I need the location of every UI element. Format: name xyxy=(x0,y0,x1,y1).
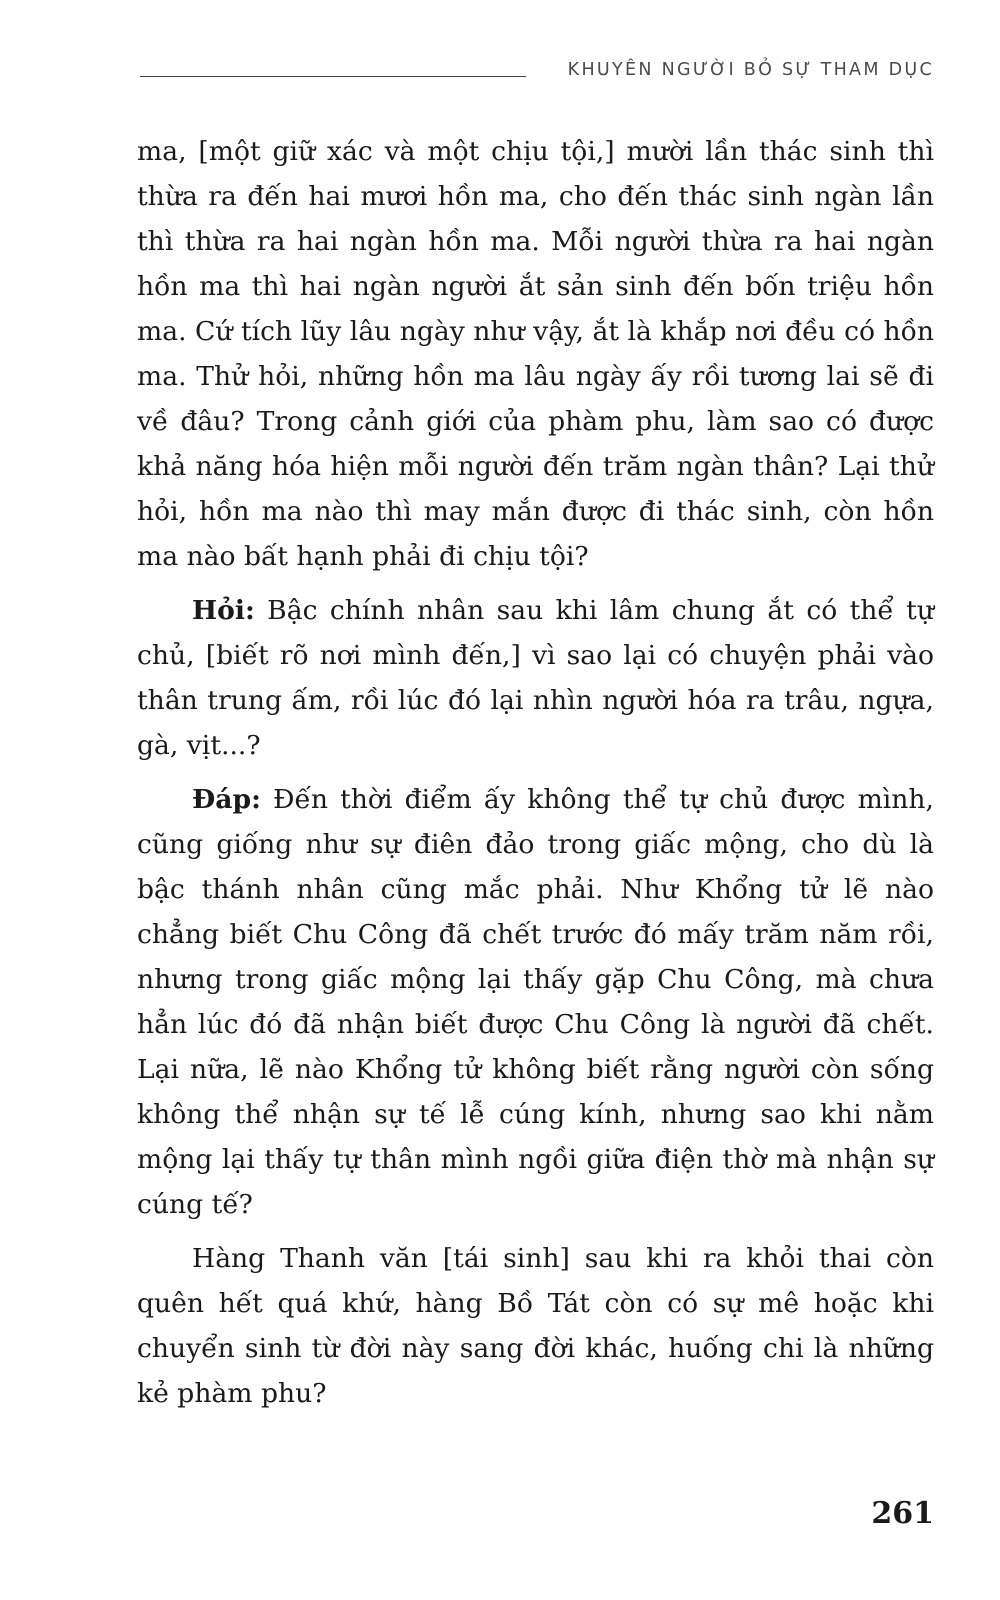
running-header xyxy=(140,60,934,84)
answer-text: Đến thời điểm ấy không thể tự chủ được mình, cũng giống như sự điên đảo trong giấc mộng, cho dù là bậc thánh nhân cũng mắc phải. Như Khổng tử lẽ nào chẳng biết Chu Công đã chết trước đó mấy trăm năm rồi, nhưng trong giấc mộng lại thấy gặp Chu Công, mà chưa hẳn lúc đó đã nhận biết được Chu Công là người đã chết. Lại nữa, lẽ nào Khổng tử không biết rằng người còn sống không thể nhận sự tế lễ cúng kính, nhưng sao khi nằm mộng lại thấy tự thân mình ngồi giữa điện thờ mà nhận sự cúng tế? xyxy=(137,784,934,1220)
page-body xyxy=(137,129,934,1416)
question-label: Hỏi: xyxy=(192,595,255,626)
paragraph-closing: Hàng Thanh văn [tái sinh] sau khi ra khỏi thai còn quên hết quá khứ, hàng Bồ Tát còn có sự mê hoặc khi chuyển sinh từ đời này sang đời khác, huống chi là những kẻ phàm phu? xyxy=(137,1243,934,1409)
header-rule xyxy=(140,76,526,77)
question-text: Bậc chính nhân sau khi lâm chung ắt có thể tự chủ, [biết rõ nơi mình đến,] vì sao lại có chuyện phải vào thân trung ấm, rồi lúc đó lại nhìn người hóa ra trâu, ngựa, gà, vịt...? xyxy=(137,595,934,761)
page-number: 261 xyxy=(871,1496,934,1531)
paragraph-question xyxy=(137,588,934,768)
paragraph-continuation: ma, [một giữ xác và một chịu tội,] mười lần thác sinh thì thừa ra đến hai mươi hồn ma, cho đến thác sinh ngàn lần thì thừa ra hai ngàn hồn ma. Mỗi người thừa ra hai ngàn hồn ma thì hai ngàn người ắt sản sinh đến bốn triệu hồn ma. Cứ tích lũy lâu ngày như vậy, ắt là khắp nơi đều có hồn ma. Thử hỏi, những hồn ma lâu ngày ấy rồi tương lai sẽ đi về đâu? Trong cảnh giới của phàm phu, làm sao có được khả năng hóa hiện mỗi người đến trăm ngàn thân? Lại thử hỏi, hồn ma nào thì may mắn được đi thác sinh, còn hồn ma nào bất hạnh phải đi chịu tội? xyxy=(137,136,934,572)
running-title: KHUYÊN NGƯỜI BỎ SỰ THAM DỤC xyxy=(567,60,934,80)
paragraph-answer xyxy=(137,777,934,1227)
answer-label: Đáp: xyxy=(192,784,261,815)
